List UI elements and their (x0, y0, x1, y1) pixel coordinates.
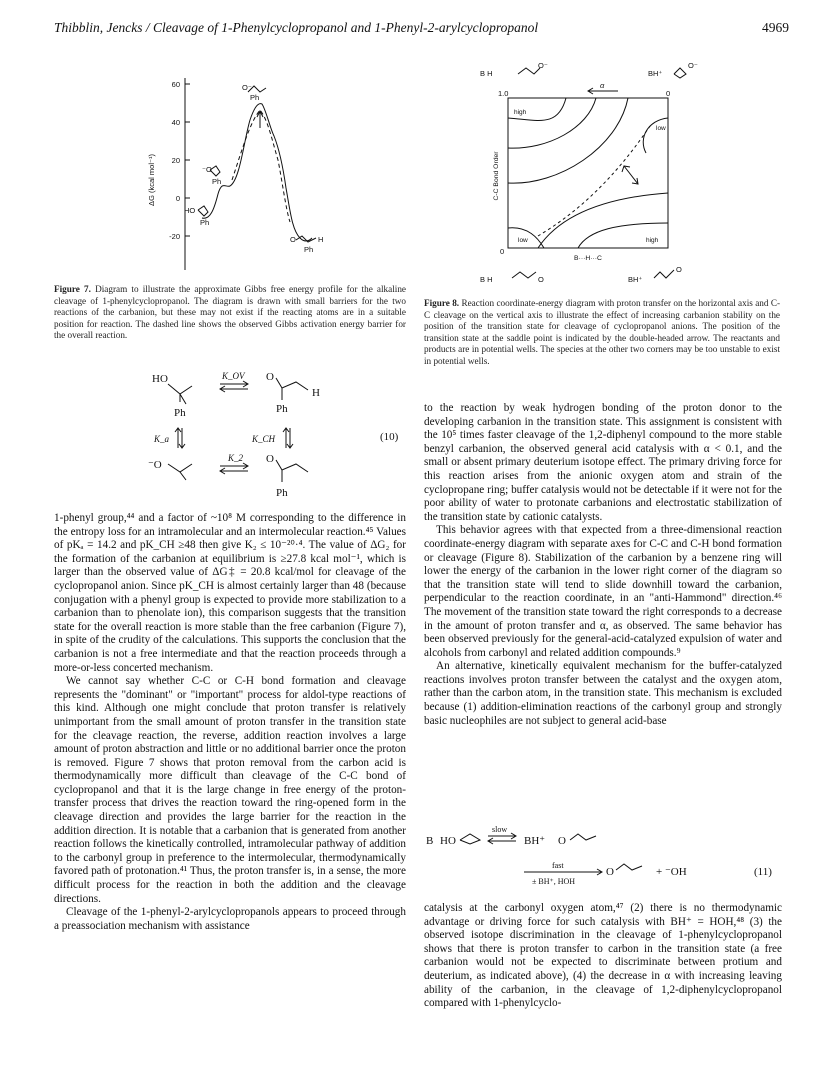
fig7-label-o: O (290, 235, 296, 244)
figure-8-caption-text: Reaction coordinate-energy diagram with proton transfer on the horizontal axis and C-C cleavage on the vertical axis to illustrate the effect of increasing carbanion stability on the position of the transition state for cleavage of cyclopropanol anions. The position of the transition state at the saddle point is indicated by the double-headed arrow. The reactants and products are in potential wells. The species at the other two corners may be too unstable to exist in potential wells. (424, 298, 781, 366)
fig7-label-ominus-mid: ⁻O (202, 165, 212, 174)
left-column (54, 512, 406, 933)
fig7-label-ph-right: Ph (304, 245, 314, 254)
fig7-y-axis-label: ΔG (kcal mol⁻¹) (147, 154, 156, 206)
scheme10-ph-3: Ph (276, 487, 288, 499)
fig8-corner-top-left: B H (480, 69, 493, 78)
fig8-alpha: α (600, 81, 605, 90)
scheme11-bhplus: BH⁺ (524, 835, 546, 847)
running-head (54, 20, 789, 44)
scheme10-ph-2: Ph (276, 403, 288, 415)
scheme11-ho: HO (440, 835, 456, 847)
figure-8-caption (424, 298, 780, 368)
fig7-label-ominus: O⁻ (242, 83, 252, 92)
fig8-ominus-top-right: O⁻ (688, 61, 698, 70)
scheme10-ominus: ⁻O (148, 459, 162, 471)
fig8-low-bottom: low (518, 237, 528, 244)
fig8-reaction-path (538, 126, 650, 236)
scheme11-fast: fast (552, 861, 564, 870)
scheme10-ph-1: Ph (174, 407, 186, 419)
left-paragraph-1: 1-phenyl group,⁴⁴ and a factor of ~10⁸ M corresponding to the difference in the entropy loss for an intramolecular and an intermolecular reaction.⁴⁵ Values of pKₐ = 14.2 and pK_CH ≥48 then give K₂ ≤ 10⁻²⁰·⁴. The value of ΔG₂ for the formation of the carbanion at equilibrium is ≥27.8 kcal mol⁻¹, which is larger than the observed value of ΔG‡ = 20.8 kcal/mol for cleavage of the cyclopropanol anion. Since pK_CH is almost certainly larger than 48 (because conjugation with a phenyl group is expected to provide more stabilization to a carbanion than to phenolate ion), this comparison suggests that the transition state for the overall reaction is more stable than the free carbanion (Figure 7), in spite of the crudity of the calculations. This supports the conclusion that the carbanion is not a free intermediate and that the reaction proceeds through a more-or-less concerted mechanism. (54, 512, 406, 674)
page-number: 4969 (762, 20, 789, 35)
fig7-energy-curve (202, 104, 312, 241)
right-paragraph-2: This behavior agrees with that expected from a three-dimensional reaction coordinate-energy diagram with separate axes for C-C and C-H bond formation or cleavage (Figure 8). Stabilization of the carbanion by a benzene ring will lower the energy of the carbanion in the lower right corner of the diagram so that the transition state will tend to slide downhill toward the carbanion, perpendicular to the reaction coordinate, in an "anti-Hammond" direction.⁴⁶ The movement of the transition state toward the right corresponds to a decrease in the amount of proton transfer and α, as observed. The same behavior has been observed previously for the general-acid-catalyzed expulsion of water and alcohols from carbonyl and related addition compounds.⁹ (424, 524, 782, 659)
scheme11-carbanion (570, 834, 596, 840)
scheme10-k2: K_2 (228, 453, 244, 463)
figure-7-energy-profile (140, 70, 380, 280)
fig8-corner-bottom-left: B H (480, 275, 493, 284)
fig7-label-ho: HO (184, 206, 196, 215)
fig7-tick-minus20: -20 (169, 232, 180, 241)
fig7-label-ph-top: Ph (250, 93, 260, 102)
fig8-value-0-top: 0 (666, 89, 671, 98)
left-paragraph-3: Cleavage of the 1-phenyl-2-arylcyclopropanols appears to proceed through a preassociation mechanism with assistance (54, 906, 406, 932)
right-paragraph-3: An alternative, kinetically equivalent mechanism for the buffer-catalyzed reactions involves proton transfer between the catalyst and the oxygen atom, rather than the carbon atom, in the transition state. This mechanism is excluded because (1) addition-elimination reactions of the carbonyl group and strongly basic nucleophiles are not subject to general acid-base (424, 660, 782, 727)
right-column-bottom (424, 902, 782, 1011)
fig8-value-1: 1.0 (498, 89, 509, 98)
fig8-high-bottom: high (646, 237, 659, 244)
scheme11-product (616, 864, 642, 870)
running-head-title: Thibblin, Jencks / Cleavage of 1-Phenylcyclopropanol and 1-Phenyl-2-arylcyclopropanol (54, 20, 539, 35)
fig8-low-top: low (656, 125, 666, 132)
scheme11-b: B (426, 835, 434, 847)
scheme10-ho: HO (152, 373, 168, 385)
fig7-tick-40: 40 (171, 118, 180, 127)
fig8-y-axis-label: C-C Bond Order (493, 151, 500, 201)
fig7-label-ph-mid: Ph (212, 177, 222, 186)
scheme11-number: (11) (754, 866, 772, 878)
scheme11-hydroxide: + ⁻OH (656, 866, 687, 878)
left-paragraph-2: We cannot say whether C-C or C-H bond formation and cleavage represents the "dominant" or "important" process for aldol-type reactions of this kind. Although one might conclude that proton transfer is relatively unimportant from the small amount of proton transfer in the transition state for the cleavage reaction, the reverse, addition reaction involves a large amount of proton abstraction and little or no additional barrier once the proton is removed. Figure 7 shows that proton removal from the carbon acid is thermodynamically more difficult than cleavage of the C-C bond of cyclopropanol and that it is the large change in free energy of the proton-transfer process that drives the reaction toward the ring-opened form in the cleavage direction and provides the large barrier for the reaction in the addition direction. It is notable that a carbanion that is generated from another reaction follows the kinetically controlled, intramolecular pathway of addition to the carbonyl group in preference to the intermolecular, thermodynamically favored path of protonation.⁴¹ Thus, the proton transfer is, in a sense, the more difficult process for the reaction in both the addition and the cleavage directions. (54, 675, 406, 905)
scheme10-o-bottom: O (266, 453, 274, 465)
fig8-value-0-bottom: 0 (500, 247, 505, 256)
scheme11-conditions: ± BH⁺, HOH (532, 877, 576, 886)
figure-7-caption-label: Figure 7. (54, 284, 91, 294)
figure-8-contour-diagram (478, 58, 728, 298)
fig8-corner-top-right: BH⁺ (648, 69, 663, 78)
right-paragraph-4: catalysis at the carbonyl oxygen atom,⁴⁷ (2) there is no thermodynamic advantage or driving force for such catalysis with BH⁺ = HOH,⁴⁸ (3) the observed isotope discrimination in the cleavage of 1-phenylcyclopropanol shows that there is proton transfer to carbon in the transition state (a free carbanion would not be expected to discriminate between protium and deuterium, as indicated above), (4) the decrease in α with increasing leaving ability of the carbanion, in the cleavage of 1,2-diphenylcyclopropanol compared with 1-phenylcyclo- (424, 902, 782, 1010)
scheme10-number: (10) (380, 431, 399, 443)
right-paragraph-1: to the reaction by weak hydrogen bonding of the proton donor to the developing carbanion in the transition state. This assignment is consistent with the 10⁵ times faster cleavage of the 1,2-diphenyl compound to the more stable benzyl carbanion, the observed general acid catalysis with α < 0.1, and the small or absent primary deuterium isotope effect. The primary driving force for this reaction arises from the anionic oxygen atom and strain of the cyclopropane ring; buffer catalysis would not be detectable if it were not for the poor ability of water to protonate carbanions and electrostatic stabilization of the transition state by cationic catalysts. (424, 402, 782, 523)
scheme10-carbanion (276, 460, 308, 472)
scheme-11 (424, 825, 782, 900)
scheme10-ketone-top (276, 378, 308, 390)
figure-7-caption (54, 284, 406, 342)
scheme-10 (140, 368, 410, 508)
fig8-high-top: high (514, 109, 527, 116)
scheme10-o-top: O (266, 371, 274, 383)
scheme11-slow: slow (492, 825, 508, 834)
fig7-label-h: H (318, 235, 324, 244)
fig8-x-axis-label: B···H···C (574, 255, 602, 262)
scheme10-anion (168, 464, 192, 480)
fig7-label-ph-low: Ph (200, 218, 210, 227)
fig8-contour (508, 98, 596, 148)
scheme10-ka: K_a (154, 434, 170, 444)
fig7-tick-0: 0 (175, 194, 180, 203)
figure-8-caption-label: Figure 8. (424, 298, 460, 308)
right-column-top (424, 402, 782, 728)
fig8-o-bottom-left: O (538, 275, 544, 284)
figure-7-caption-text: Diagram to illustrate the approximate Gibbs free energy profile for the alkaline cleavage of 1-phenylcyclopropanol. The diagram is drawn with small barriers for the two reactions of the carbanion, but these may not exist if the reacting atoms are in a suitable position for reaction. The dashed line shows the observed Gibbs activation energy barrier for the overall reaction. (54, 284, 407, 341)
fig8-contour (643, 118, 668, 153)
scheme11-cyclopropanol (460, 834, 480, 844)
scheme11-o1: O (558, 835, 566, 847)
fig7-tick-20: 20 (171, 156, 180, 165)
fig7-tick-60: 60 (171, 80, 180, 89)
scheme10-h: H (312, 387, 320, 399)
fig8-contour (578, 223, 668, 248)
fig8-corner-bottom-right: BH⁺ (628, 275, 643, 284)
fig8-o-bottom-right: O (676, 265, 682, 274)
fig8-double-arrow (624, 166, 638, 184)
fig7-dashed-barrier (232, 110, 290, 222)
scheme10-kch: K_CH (252, 434, 276, 444)
scheme11-o2: O (606, 866, 614, 878)
fig8-ominus-top-left: O⁻ (538, 61, 548, 70)
scheme10-kov: K_OV (222, 371, 245, 381)
